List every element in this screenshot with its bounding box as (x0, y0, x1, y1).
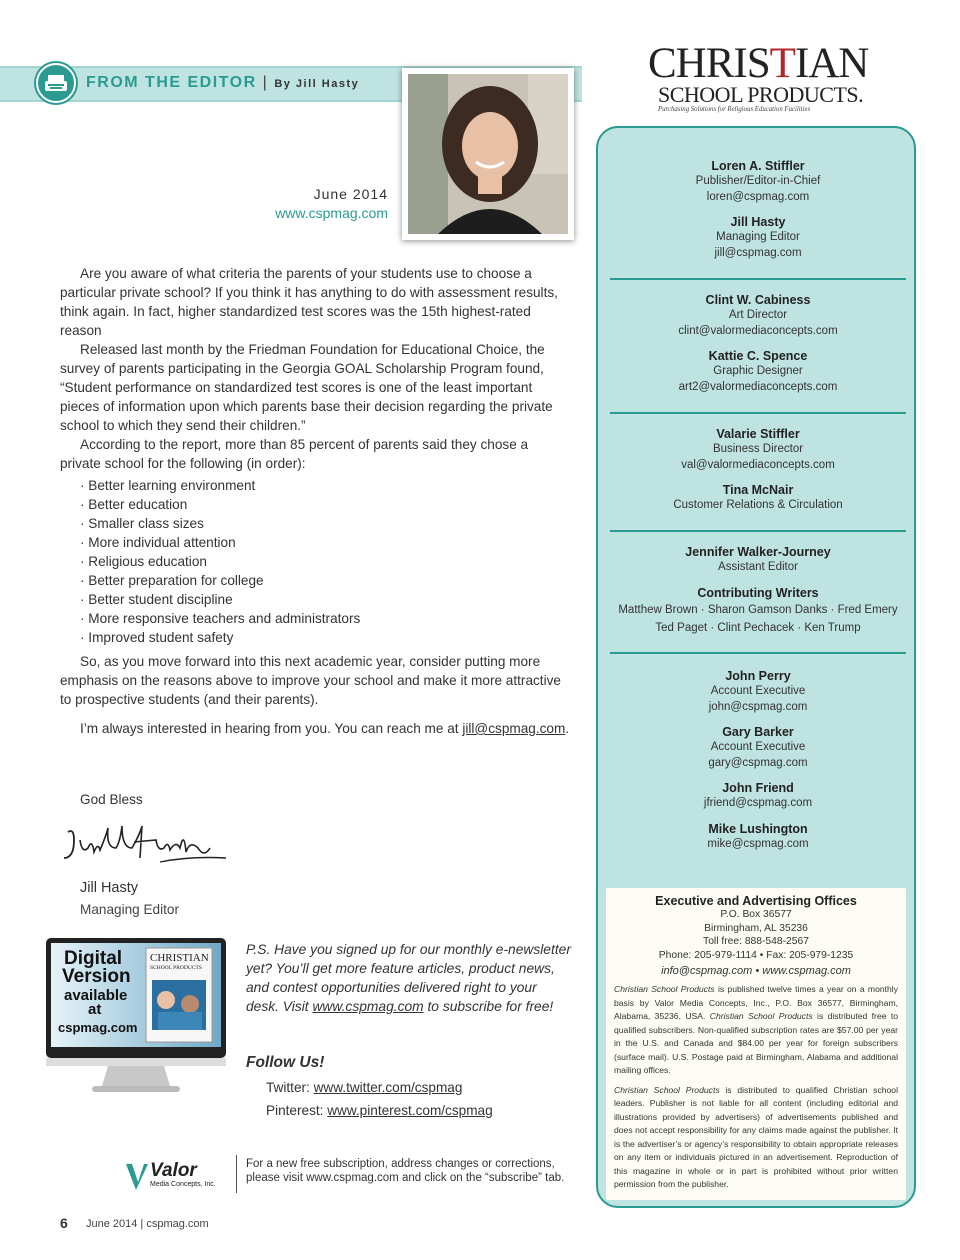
staff-name: Gary Barker (722, 725, 794, 739)
staff-entry (610, 348, 906, 395)
staff-email[interactable]: clint@valormediaconcepts.com (678, 324, 838, 337)
staff-name: Loren A. Stiffler (711, 159, 805, 173)
masthead-group (610, 158, 906, 261)
staff-email[interactable]: art2@valormediaconcepts.com (678, 380, 838, 393)
list-item: · More individual attention (80, 535, 236, 550)
pinterest-link[interactable]: www.pinterest.com/cspmag (327, 1103, 493, 1118)
paragraph: Released last month by the Friedman Foundation for Educational Choice, the survey of parents participating in the Georgia GOAL Scholarship Program found, “Student performance on standardized test scores is one of the least important pieces of information upon which parents base their decision regarding the private school to which they send their children.” (60, 342, 553, 433)
heading-separator: | (262, 74, 269, 91)
staff-name: Jill Hasty (730, 215, 786, 229)
staff-entry (610, 158, 906, 205)
staff-name: Valarie Stiffler (716, 427, 800, 441)
staff-email[interactable]: gary@cspmag.com (708, 756, 808, 769)
reasons-list (80, 476, 572, 647)
staff-name: Clint W. Cabiness (705, 293, 811, 307)
divider (236, 1155, 237, 1193)
ps-link[interactable]: www.cspmag.com (312, 999, 424, 1014)
signer-name: Jill Hasty (80, 880, 139, 896)
follow-title: Follow Us! (246, 1054, 325, 1071)
article-body (60, 264, 572, 738)
ad-line-url: cspmag.com (58, 1020, 138, 1035)
cross-icon: T (769, 40, 795, 87)
ad-cover-title: CHRISTIAN (150, 952, 209, 964)
staff-name: John Perry (725, 669, 791, 683)
valor-logo (124, 1160, 230, 1194)
paragraph: According to the report, more than 85 percent of parents said they chose a private school for the following (in order): (60, 437, 529, 471)
staff-email[interactable]: mike@cspmag.com (707, 837, 809, 850)
ps-text: P.S. Have you signed up for our monthly e-newsletter yet? You’ll get more feature articles, product news, and contest opportunities delivered right to your desk. Visit (246, 942, 571, 1014)
offices-phone: Phone: 205-979-1114 • Fax: 205-979-1235 (658, 949, 854, 961)
staff-entry (610, 426, 906, 473)
masthead-group (610, 668, 906, 852)
valor-sub: Media Concepts, Inc. (150, 1181, 216, 1188)
staff-name: John Friend (722, 781, 794, 795)
staff-role: Graphic Designer (713, 365, 803, 377)
subscription-note: For a new free subscription, address changes or corrections, please visit www.cspmag.com and click on the “subscribe” tab. (246, 1158, 565, 1184)
contact-paragraph (60, 719, 572, 738)
ad-line-digital: Digital (64, 948, 123, 969)
staff-email[interactable]: jfriend@cspmag.com (703, 797, 813, 809)
offices-heading: Executive and Advertising Offices (655, 894, 857, 908)
liability-notice (606, 1084, 906, 1192)
valor-name: Valor (150, 1160, 197, 1181)
byline: By Jill Hasty (274, 78, 360, 90)
editor-photo (402, 68, 574, 240)
list-item: · Better education (80, 497, 188, 512)
staff-name: Tina McNair (722, 483, 794, 497)
pub-text: is published twelve times a year on a monthly basis by Valor Media Concepts, Inc., P.O. Box 36577, Birmingham, Alabama, 35236, USA. (614, 984, 899, 1021)
offices-tollfree: Toll free: 888-548-2567 (703, 936, 809, 947)
page-footer: June 2014 | cspmag.com (86, 1218, 209, 1230)
staff-email[interactable]: john@cspmag.com (708, 700, 808, 713)
staff-name: Mike Lushington (708, 821, 808, 836)
staff-role: Account Executive (710, 685, 806, 697)
offices-city: Birmingham, AL 35236 (704, 922, 808, 934)
twitter-label: Twitter: (266, 1080, 314, 1095)
staff-name: Contributing Writers (697, 585, 819, 600)
staff-name: Kattie C. Spence (708, 349, 808, 363)
staff-entry (610, 668, 906, 715)
staff-entry (610, 821, 906, 853)
twitter-line (266, 1080, 462, 1095)
pub-title: Christian School Products (709, 1011, 813, 1021)
masthead-rule (610, 412, 906, 414)
staff-role: Account Executive (710, 741, 806, 753)
pinterest-line (266, 1103, 493, 1118)
list-item: · Better student discipline (80, 592, 233, 607)
logo-tagline: Purchasing Solutions for Religious Education Facilities (658, 106, 811, 113)
ad-line-available: available (64, 987, 128, 1004)
publication-notice (606, 983, 906, 1078)
masthead-group (610, 426, 906, 514)
pub-text: is distributed free to qualified subscribers. Non-qualified subscription rates are $57.00 per year in the U.S. and Canada and $84.00 per year for foreign subscribers (surface mail). U.S. Postage paid at Birmingham, Alabama and additional mailing offices. (614, 1011, 899, 1075)
typewriter-icon (36, 63, 76, 103)
contact-end: . (565, 721, 570, 736)
section-title (86, 74, 359, 92)
writers-line: Matthew Brown · Sharon Gamson Danks · Fred Emery (618, 603, 898, 616)
masthead-rule (610, 278, 906, 280)
ps-note (246, 940, 572, 1016)
contributing-writers (610, 585, 906, 637)
logo-title-b: IAN (794, 40, 869, 87)
signature (60, 818, 230, 874)
staff-email[interactable]: jill@cspmag.com (714, 246, 802, 259)
logo-subtitle: SCHOOL PRODUCTS. (658, 82, 864, 107)
staff-email[interactable]: val@valormediaconcepts.com (681, 458, 835, 471)
logo-title (648, 40, 869, 87)
pinterest-label: Pinterest: (266, 1103, 328, 1118)
masthead-rule (610, 530, 906, 532)
ad-line-at: at (88, 1001, 102, 1018)
editor-email-link[interactable]: jill@cspmag.com (462, 721, 566, 736)
pub-title: Christian School Products (614, 984, 715, 994)
list-item: · Improved student safety (80, 630, 234, 645)
ad-line-version: Version (62, 966, 131, 987)
offices-contact[interactable]: info@cspmag.com • www.cspmag.com (661, 965, 851, 977)
twitter-link[interactable]: www.twitter.com/cspmag (313, 1080, 463, 1095)
paragraph: So, as you move forward into this next academic year, consider putting more emphasis on the reasons above to improve your school and make it more attractive to prospective students (and their parents). (60, 654, 561, 707)
issue-date: June 2014 (313, 186, 388, 202)
staff-name: Jennifer Walker-Journey (685, 545, 831, 559)
page-number: 6 (60, 1215, 68, 1231)
staff-role: Managing Editor (716, 231, 800, 243)
list-item: · Better learning environment (80, 478, 256, 493)
staff-role: Business Director (712, 443, 804, 455)
list-item: · Religious education (80, 554, 207, 569)
paragraph: Are you aware of what criteria the parents of your students use to choose a particular private school? If you think it has anything to do with assessment results, think again. In fact, higher standardized test scores was the 15th highest-rated reason (60, 266, 558, 338)
section-label: FROM THE EDITOR (86, 74, 257, 91)
staff-entry (610, 482, 906, 514)
offices-address: P.O. Box 36577 (720, 909, 792, 920)
list-item: · More responsive teachers and administrators (80, 611, 361, 626)
staff-entry (610, 214, 906, 261)
list-item: · Smaller class sizes (80, 516, 204, 531)
staff-email[interactable]: loren@cspmag.com (706, 190, 810, 203)
contact-text: I’m always interested in hearing from you. You can reach me at (80, 721, 459, 736)
pub-title: Christian School Products (614, 1084, 720, 1095)
masthead-group (610, 544, 906, 637)
staff-entry (610, 724, 906, 771)
masthead-rule (610, 652, 906, 654)
staff-role: Art Director (728, 309, 788, 321)
issue-url[interactable]: www.cspmag.com (275, 205, 388, 221)
ps-text-end: to subscribe for free! (423, 999, 554, 1014)
staff-role: Publisher/Editor-in-Chief (695, 175, 821, 187)
staff-entry (610, 292, 906, 339)
closing-blessing: God Bless (80, 792, 143, 807)
staff-entry (610, 544, 906, 576)
list-item: · Better preparation for college (80, 573, 264, 588)
ad-cover-sub: SCHOOL PRODUCTS (150, 965, 202, 971)
staff-role: Customer Relations & Circulation (673, 499, 843, 511)
staff-role: Assistant Editor (718, 561, 798, 573)
csp-logo (648, 40, 869, 116)
staff-entry (610, 780, 906, 812)
digital-version-ad[interactable] (46, 938, 226, 1098)
logo-title-a: CHRIS (648, 40, 770, 87)
signer-role: Managing Editor (80, 902, 179, 917)
masthead-group (610, 292, 906, 395)
offices-box (606, 888, 906, 1200)
writers-line: Ted Paget · Clint Pechacek · Ken Trump (655, 621, 861, 634)
pub-text: is distributed to qualified Christian school leaders. Publisher is not liable for all content (including editorial and illustrations provided by advertisers) of advertisements published and does not accept responsibility for any claims made against the publisher. It is the advertiser’s or agency’s responsibility to obtain appropriate releases on any item or individuals pictured in an advertisement. Reproduction of this magazine in whole or in part is prohibited without prior written permission from the publisher. (614, 1084, 898, 1189)
